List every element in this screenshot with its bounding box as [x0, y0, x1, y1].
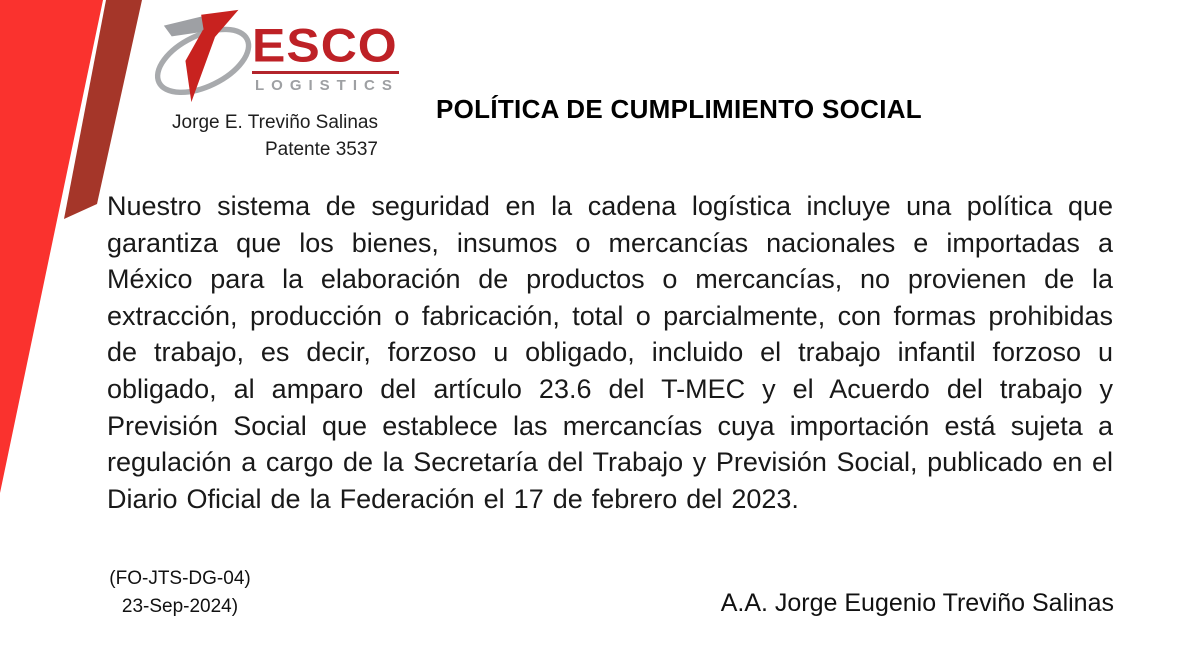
policy-paragraph: Nuestro sistema de seguridad en la cadena logística incluye una política que garantiza que los bienes, insumos o mercancías nacionales e importadas a México para la elaboración de productos o mercancías, no provienen de la extracción, producción o fabricación, total o parcialmente, con formas prohibidas de trabajo, es decir, forzoso u obligado, incluido el trabajo infantil forzoso u obligado, al amparo del artículo 23.6 del T-MEC y el Acuerdo del trabajo y Previsión Social que establece las mercancías cuya importación está sujeta a regulación a cargo de la Secretaría del Trabajo y Previsión Social, publicado en el Diario Oficial de la Federación el 17 de febrero del 2023.	[107, 191, 1113, 514]
logo-subtitle-text: LOGISTICS	[252, 71, 399, 94]
document-code-block	[98, 565, 262, 621]
logo-caption-patent: Patente 3537	[264, 139, 378, 160]
page-title: POLÍTICA DE CUMPLIMIENTO SOCIAL	[436, 94, 922, 124]
company-logo	[151, 4, 399, 107]
document-code: (FO-JTS-DG-04)	[109, 568, 251, 589]
signature-line: A.A. Jorge Eugenio Treviño Salinas	[720, 589, 1114, 617]
logo-caption	[150, 109, 378, 163]
tesco-t-emblem-icon	[151, 4, 266, 107]
logo-brand-text: ESCO	[252, 19, 398, 72]
logo-caption-name: Jorge E. Treviño Salinas	[172, 112, 378, 133]
logo-wordmark	[252, 4, 399, 94]
document-date: 23-Sep-2024)	[121, 596, 239, 617]
